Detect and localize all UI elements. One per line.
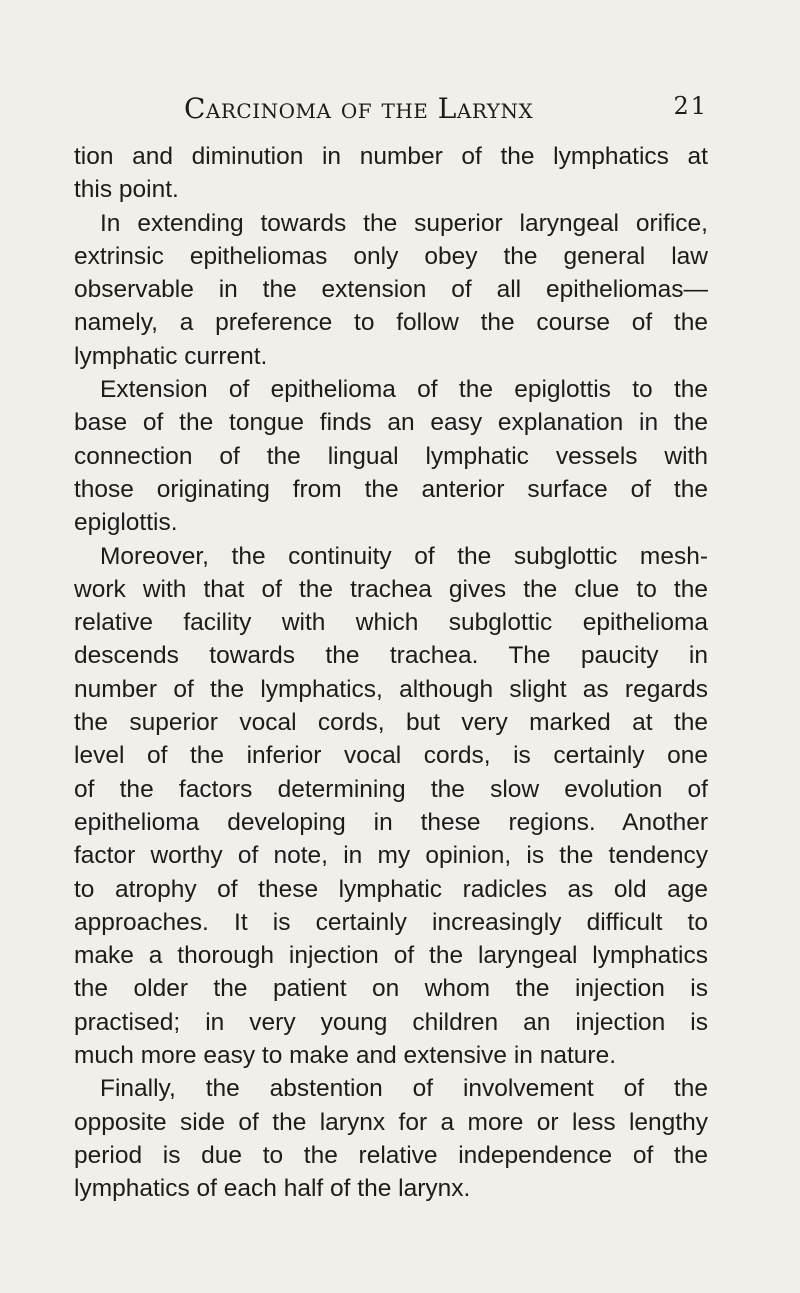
text-line: epithelioma developing in these regions. Another: [74, 808, 708, 836]
text-line: much more easy to make and extensive in nature.: [74, 1042, 617, 1070]
text-line: those originating from the anterior surface of the: [74, 475, 708, 503]
text-line: namely, a preference to follow the course of the: [74, 309, 708, 337]
text-line: descends towards the trachea. The paucity in: [74, 642, 708, 670]
text-line: work with that of the trachea gives the clue to the: [74, 575, 708, 603]
running-title: Carcinoma of the Larynx: [184, 92, 534, 125]
text-line: of the factors determining the slow evolution of: [74, 775, 708, 803]
page-number: 21: [673, 92, 708, 120]
text-line: number of the lymphatics, although slight as regards: [74, 675, 708, 703]
text-line: observable in the extension of all epitheliomas—: [74, 276, 708, 304]
text-line: connection of the lingual lymphatic vessels with: [74, 442, 708, 470]
text-line: the superior vocal cords, but very marked at the: [74, 709, 708, 737]
text-line: tion and diminution in number of the lymphatics at: [74, 143, 708, 170]
text-line: base of the tongue finds an easy explanation in the: [74, 409, 708, 437]
text-line: epiglottis.: [74, 509, 178, 537]
page-header: [184, 92, 720, 132]
text-line: opposite side of the larynx for a more or less lengthy: [74, 1108, 708, 1136]
body-text: [74, 140, 708, 1206]
text-line: practised; in very young children an injection is: [74, 1008, 708, 1036]
text-line: relative facility with which subglottic epithelioma: [74, 609, 708, 637]
text-line: to atrophy of these lymphatic radicles as old age: [74, 875, 708, 903]
text-line: lymphatic current.: [74, 342, 268, 370]
text-line: this point.: [74, 176, 179, 204]
text-line: period is due to the relative independence of the: [74, 1141, 708, 1169]
text-line: the older the patient on whom the injection is: [74, 975, 708, 1003]
text-line: Moreover, the continuity of the subglottic mesh-: [100, 542, 708, 570]
text-line: factor worthy of note, in my opinion, is the tendency: [74, 842, 708, 870]
text-line: extrinsic epitheliomas only obey the general law: [74, 242, 708, 270]
text-line: Extension of epithelioma of the epiglottis to the: [100, 376, 708, 404]
text-line: lymphatics of each half of the larynx.: [74, 1175, 471, 1203]
text-line: approaches. It is certainly increasingly difficult to: [74, 908, 708, 936]
text-line: Finally, the abstention of involvement of the: [100, 1075, 708, 1103]
text-line: make a thorough injection of the laryngeal lymphatics: [74, 942, 708, 970]
text-line: In extending towards the superior laryngeal orifice,: [100, 209, 708, 237]
text-line: level of the inferior vocal cords, is certainly one: [74, 742, 708, 770]
